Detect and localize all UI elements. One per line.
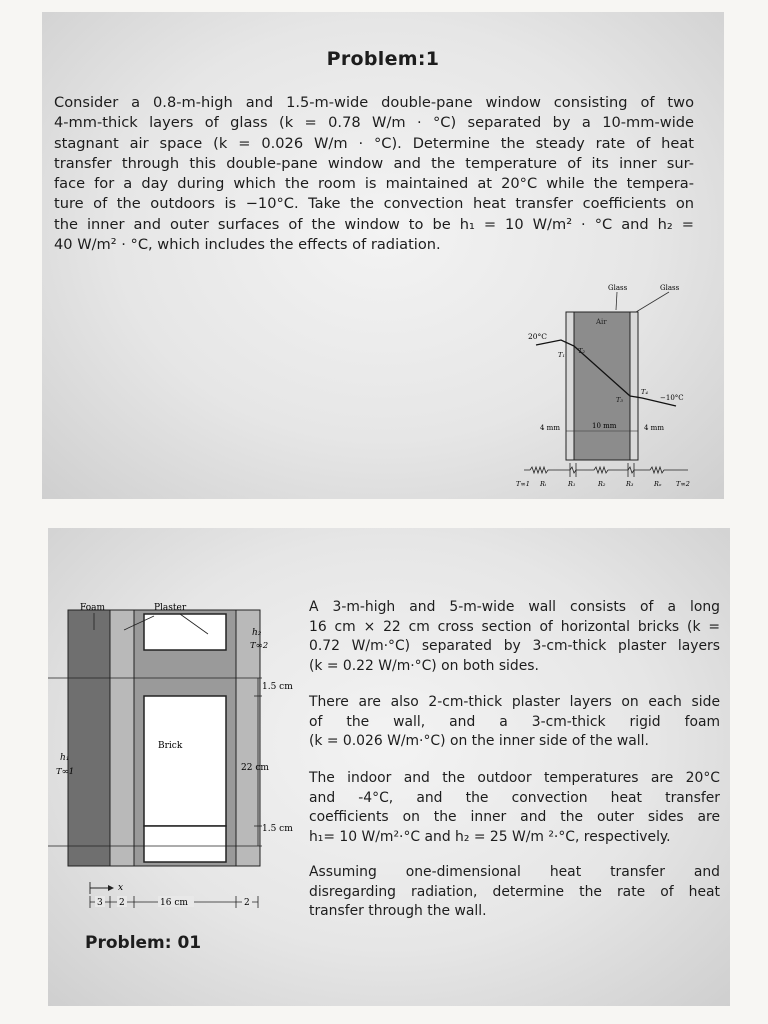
brick-top bbox=[144, 614, 226, 650]
problem2-title: Problem: 01 bbox=[85, 933, 202, 953]
plaster-inner bbox=[110, 610, 134, 866]
problem2-paragraph bbox=[309, 598, 720, 676]
dim-glass-left: 4 mm bbox=[540, 424, 560, 432]
dim-plaster-top: 1.5 cm bbox=[262, 682, 293, 692]
res-tinf2: T∞2 bbox=[676, 480, 690, 488]
air-gap bbox=[574, 312, 630, 460]
tinf1-label: T∞1 bbox=[56, 767, 75, 777]
problem1-panel bbox=[42, 12, 724, 499]
problem1-line: Consider a 0.8-m-high and 1.5-m-wide double-pane window consisting of two bbox=[54, 94, 694, 111]
problem2-line: transfer through the wall. bbox=[309, 903, 487, 920]
brick-label: Brick bbox=[158, 741, 183, 751]
t1-label: T₁ bbox=[558, 351, 565, 359]
t4-label: T₄ bbox=[641, 388, 648, 396]
problem1-title: Problem:1 bbox=[326, 48, 440, 70]
t2-label: T₂ bbox=[578, 347, 585, 355]
dim-foam-3: 3 bbox=[97, 898, 103, 908]
problem1-statement bbox=[54, 93, 694, 255]
problem2-line: (k = 0.026 W/m·°C) on the inner side of the wall. bbox=[309, 733, 649, 750]
problem2-line: There are also 2-cm-thick plaster layers on each side bbox=[309, 694, 720, 710]
tinf2-label: T∞2 bbox=[250, 641, 269, 651]
res-r1: R₁ bbox=[568, 480, 576, 488]
problem1-line: face for a day during which the room is maintained at 20°C while the tempera- bbox=[54, 175, 694, 193]
dim-glass-right: 4 mm bbox=[644, 424, 664, 432]
problem2-line: h₁= 10 W/m²·°C and h₂ = 25 W/m ²·°C, respectively. bbox=[309, 828, 671, 845]
dim-air-gap: 10 mm bbox=[592, 422, 617, 430]
double-pane-window-figure bbox=[516, 280, 716, 500]
problem2-paragraph bbox=[309, 863, 720, 922]
foam-label: Foam bbox=[80, 603, 106, 613]
plaster-label: Plaster bbox=[154, 603, 187, 613]
problem2-panel bbox=[48, 528, 730, 1006]
dim-brick-16: 16 cm bbox=[160, 898, 188, 908]
glass-label-right: Glass bbox=[660, 284, 680, 292]
res-ro: Rₒ bbox=[654, 480, 662, 488]
brick-bottom bbox=[144, 826, 226, 862]
problem1-line: transfer through this double-pane window and the temperature of its inner sur- bbox=[54, 154, 694, 172]
problem2-line: (k = 0.22 W/m·°C) on both sides. bbox=[309, 657, 539, 674]
problem2-paragraph bbox=[309, 769, 720, 847]
problem2-line: The indoor and the outdoor temperatures are 20°C bbox=[309, 770, 720, 786]
problem1-line: ture of the outdoors is −10°C. Take the convection heat transfer coefficients on bbox=[54, 195, 694, 213]
foam-layer bbox=[68, 610, 110, 866]
x-axis-label: x bbox=[118, 883, 124, 893]
dim-plaster-bottom: 1.5 cm bbox=[262, 824, 293, 834]
glass-pane-left bbox=[566, 312, 574, 460]
brick-middle bbox=[144, 696, 226, 826]
res-tinf1: T∞1 bbox=[516, 480, 530, 488]
problem2-line: coefficients on the inner and the outer sides are bbox=[309, 809, 720, 826]
h1-label: h₁ bbox=[60, 753, 70, 763]
res-r3: R₃ bbox=[626, 480, 634, 488]
res-ri: Rᵢ bbox=[540, 480, 547, 488]
t3-label: T₃ bbox=[616, 396, 623, 404]
problem2-line: Assuming one-dimensional heat transfer and bbox=[309, 864, 720, 880]
dim-brick-height: 22 cm bbox=[241, 763, 269, 773]
dim-plaster-2b: 2 bbox=[244, 898, 250, 908]
problem2-line: A 3-m-high and 5-m-wide wall consists of a long bbox=[309, 599, 720, 615]
dim-plaster-2a: 2 bbox=[119, 898, 125, 908]
problem2-line: disregarding radiation, determine the rate of heat bbox=[309, 883, 720, 900]
problem2-paragraph bbox=[309, 693, 720, 752]
problem2-line: 0.72 W/m·°C) separated by 3-cm-thick plaster layers bbox=[309, 638, 720, 655]
h2-label: h₂ bbox=[252, 628, 262, 638]
problem2-line: 16 cm × 22 cm cross section of horizontal bricks (k = bbox=[309, 618, 720, 635]
indoor-temp-label: 20°C bbox=[528, 332, 548, 341]
res-r2: R₂ bbox=[598, 480, 606, 488]
problem1-line: 40 W/m² · °C, which includes the effects of radiation. bbox=[54, 236, 441, 254]
problem1-line: 4-mm-thick layers of glass (k = 0.78 W/m · °C) separated by a 10-mm-wide bbox=[54, 114, 694, 132]
outdoor-temp-label: −10°C bbox=[660, 394, 684, 402]
problem1-line: stagnant air space (k = 0.026 W/m · °C). Determine the steady rate of heat bbox=[54, 134, 694, 152]
glass-pane-right bbox=[630, 312, 638, 460]
problem2-line: and -4°C, and the convection heat transfer bbox=[309, 789, 720, 806]
brick-wall-figure bbox=[48, 590, 306, 910]
problem2-line: of the wall, and a 3-cm-thick rigid foam bbox=[309, 713, 720, 730]
air-label: Air bbox=[596, 318, 607, 326]
glass-label-left: Glass bbox=[608, 284, 628, 292]
resistance-network bbox=[524, 463, 688, 477]
problem1-line: the inner and outer surfaces of the window to be h₁ = 10 W/m² · °C and h₂ = bbox=[54, 215, 694, 233]
